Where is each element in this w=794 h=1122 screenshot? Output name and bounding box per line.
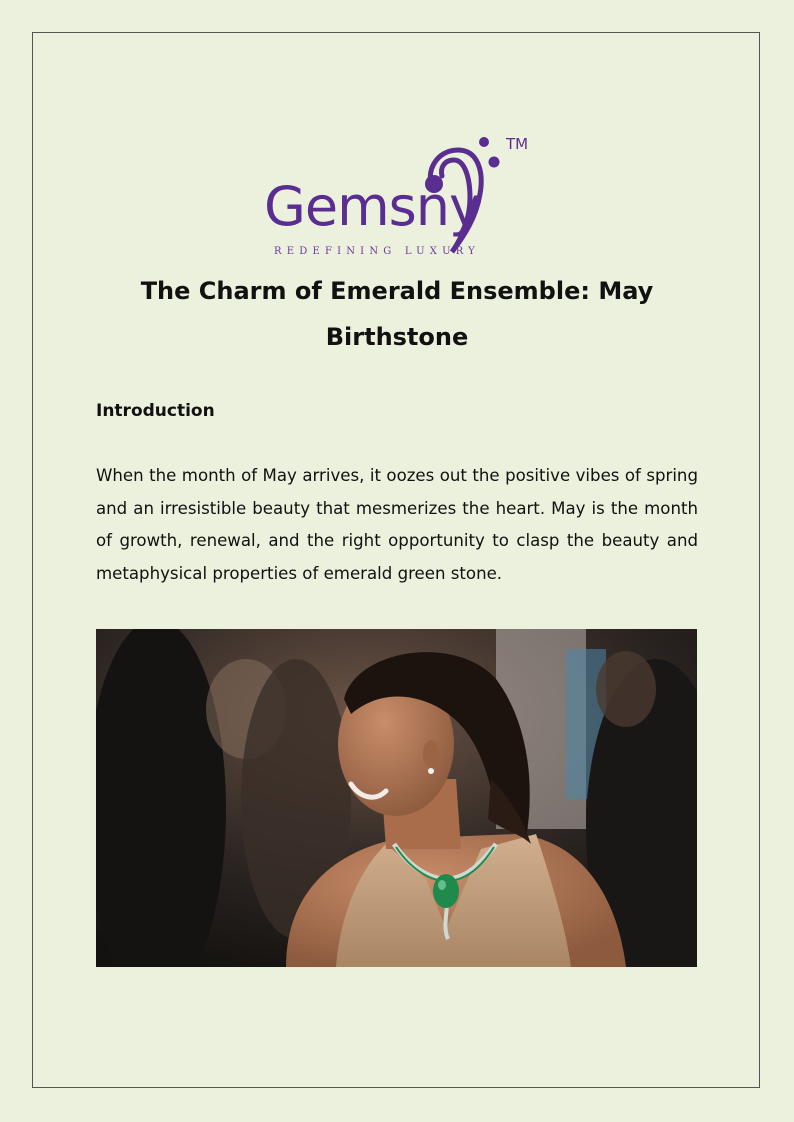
hero-photo-illustration <box>96 629 697 967</box>
logo-wordmark: Gemsny <box>264 175 480 238</box>
intro-paragraph: When the month of May arrives, it oozes out the positive vibes of spring and an irresistible beauty that mesmerizes the heart. May is the month of growth, renewal, and the right opportunity to clasp the beauty and metaphysical properties of emerald green stone. <box>96 466 698 583</box>
logo-trademark: TM <box>506 135 529 153</box>
section-heading-introduction: Introduction <box>96 401 215 421</box>
page-title: The Charm of Emerald Ensemble: May Birthstone <box>140 277 654 351</box>
hero-photo <box>96 629 697 967</box>
logo-tagline: REDEFINING LUXURY <box>274 246 480 257</box>
brand-logo <box>262 132 538 262</box>
